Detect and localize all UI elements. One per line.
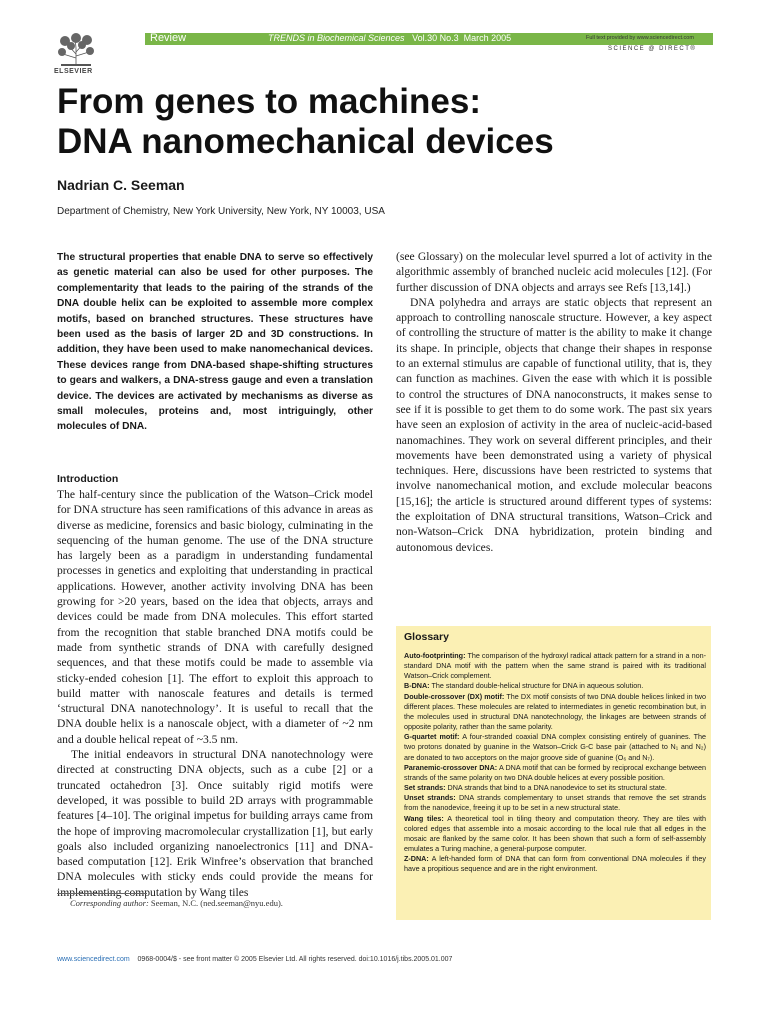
journal-citation bbox=[268, 32, 511, 45]
section-label: Review bbox=[150, 32, 187, 44]
right-column-body bbox=[396, 249, 712, 555]
section-heading-introduction: Introduction bbox=[57, 473, 119, 485]
page-footer bbox=[57, 956, 452, 963]
glossary-term: Auto-footprinting: bbox=[404, 651, 466, 660]
glossary-title: Glossary bbox=[404, 631, 449, 643]
glossary-entry bbox=[404, 732, 706, 762]
glossary-definition: A theoretical tool in tiling theory and computation theory. They are tiles with colored edges that assemble into a mosaic according to the local rule that all edges in the mosaic are flanked by the same color. It has been shown that such a form of self-assembly emulates a Turing machine, a general-purpose computer. bbox=[404, 813, 706, 853]
paragraph: The half-century since the publication of the Watson–Crick model for DNA structure has seen ramifications of this advance in areas as diverse as medicine, forensics and basic biology, culminating in the sequencing of the human genome. The use of the DNA structure has largely been as a paradigm in understanding fundamental processes in genetics and exploiting that understanding in practical applications. However, another activity involving DNA has been growing for >20 years, based on the idea that objects, arrays and devices could be made from DNA molecules. This effort started from the recognition that stable branched DNA motifs could be made from synthetic strands of DNA with carefully designed sequences, and that these motifs could be made to assemble via sticky-ended cohesion [1]. The effort to exploit this approach to build matter with nanoscale features and details is termed ‘structural DNA nanotechnology’. It is useful to recall that the DNA double helix is a nanoscale object, with a diameter of ~2 nm and a double helical repeat of ~3.5 nm. bbox=[57, 488, 373, 746]
glossary-definition: The DX motif consists of two DNA double helices linked in two different places. These molecules are related to intermediates in genetic recombination but, in the molecules used in structural DNA nanotechnology, the linkages are between strands of opposite polarity, rather than the same polarity. bbox=[404, 691, 706, 732]
fulltext-notice: Full text provided by www.sciencedirect.com bbox=[586, 35, 694, 41]
glossary-term: Unset strands: bbox=[404, 793, 456, 803]
glossary-box bbox=[396, 626, 711, 920]
glossary-entry bbox=[404, 651, 706, 681]
glossary-definition: DNA strands that bind to a DNA nanodevice to set its structural state. bbox=[447, 783, 667, 793]
corresponding-author-footnote bbox=[70, 898, 283, 908]
article-title bbox=[57, 82, 717, 162]
paragraph: The initial endeavors in structural DNA nanotechnology were directed at constructing DNA objects, such as a cube [2] or a truncated octahedron [3]. Once suitably rigid motifs were developed, it was possible to build 2D arrays with programmable features [4–10]. The original impetus for building arrays came from the hope of improving macromolecular crystallization [1], but early goals also included organizing nanoelectronics [11] and DNA-based computation [12]. Erik Winfree’s observation that branched DNA molecules with sticky ends could provide the means for implementing computation by Wang tiles bbox=[57, 748, 373, 899]
glossary-entry bbox=[404, 681, 706, 691]
glossary-entry bbox=[404, 783, 706, 793]
glossary-entry bbox=[404, 763, 706, 783]
glossary-term: Wang tiles: bbox=[404, 813, 444, 823]
title-line-1: From genes to machines: bbox=[57, 82, 481, 121]
glossary-definition: A DNA motif that can be formed by reciprocal exchange between strands of the same polarity on two DNA double helices at every possible position. bbox=[404, 762, 706, 782]
footnote-label: Corresponding author: bbox=[70, 898, 149, 908]
glossary-definition: A left-handed form of DNA that can form from conventional DNA molecules if they have a propitious sequence and are in the right environment. bbox=[404, 854, 706, 874]
sciencedirect-link[interactable]: www.sciencedirect.com bbox=[57, 956, 130, 963]
left-column-body bbox=[57, 487, 373, 900]
glossary-definition: DNA strands complementary to unset strands that remove the set strands from the nanodevice, freeing it up to be set in a new structural state. bbox=[404, 793, 706, 813]
glossary-definition: The comparison of the hydroxyl radical attack pattern for a strand in a non-standard DNA motif with the pattern when the same strand is paired with its traditional Watson–Crick complement. bbox=[404, 651, 706, 681]
glossary-list bbox=[404, 651, 706, 874]
glossary-definition: A four-stranded coaxial DNA complex consisting entirely of guanines. The two protons donated by guanine in the Watson–Crick G-C base pair (attached to N₁ and N₂) are donated to two acceptors on the major groove side of guanine (O₆ and N₇). bbox=[404, 732, 706, 762]
glossary-term: G-quartet motif: bbox=[404, 732, 460, 742]
journal-name: TRENDS in Biochemical Sciences bbox=[268, 33, 405, 43]
author-affiliation: Department of Chemistry, New York University, New York, NY 10003, USA bbox=[57, 206, 385, 217]
paragraph: (see Glossary) on the molecular level spurred a lot of activity in the algorithmic assembly of branched nucleic acid molecules [12]. (For further discussion of DNA objects and arrays see Refs [13,14].) bbox=[396, 250, 712, 294]
sciencedirect-logo: SCIENCE @ DIRECT® bbox=[608, 46, 697, 52]
title-line-2: DNA nanomechanical devices bbox=[57, 122, 554, 161]
glossary-entry bbox=[404, 814, 706, 855]
glossary-definition: The standard double-helical structure for DNA in aqueous solution. bbox=[431, 681, 644, 691]
glossary-entry bbox=[404, 793, 706, 813]
footnote-text: Seeman, N.C. (ned.seeman@nyu.edu). bbox=[150, 898, 283, 908]
glossary-entry bbox=[404, 854, 706, 874]
glossary-term: Paranemic-crossover DNA: bbox=[404, 762, 498, 772]
journal-date: March 2005 bbox=[463, 33, 512, 43]
footnote-divider bbox=[57, 893, 147, 894]
glossary-term: B-DNA: bbox=[404, 681, 430, 691]
glossary-entry bbox=[404, 692, 706, 733]
glossary-term: Set strands: bbox=[404, 783, 446, 793]
author-name: Nadrian C. Seeman bbox=[57, 177, 185, 193]
glossary-term: Z-DNA: bbox=[404, 854, 429, 864]
publisher-name: ELSEVIER bbox=[54, 68, 93, 75]
paragraph: DNA polyhedra and arrays are static objects that represent an approach to controlling nanoscale structure. However, a key aspect of controlling the structure of matter is the ability to make it change its shape. In principle, objects that change their shapes in response to an external stimulus are capable of functional utility, that is, they can function as machines. Given the ease with which it is possible to control the structures of DNA nanoconstructs, it makes sense to see if it is possible to get them to do some work. The past six years have seen an explosion of activity in the area of nucleic-acid-based nanomachines. They work on several different principles, and their movements have been demonstrated using a variety of physical techniques. Here, discussions have been restricted to systems that involve nanomechanical motion, and exclude molecular beacons [15,16]; the article is structured around different types of systems: the exploitation of DNA structural transitions, Watson–Crick and non-Watson–Crick DNA hybridization, protein binding and autonomous devices. bbox=[396, 295, 712, 554]
abstract: The structural properties that enable DNA to serve so effectively as genetic material can also be used for other purposes. The complementarity that leads to the pairing of the strands of the DNA double helix can be exploited to assemble more complex motifs, based on branched structures. These structures have been used as the basis of larger 2D and 3D constructions. In addition, they have been used to make nanomechanical devices. These devices range from DNA-based shape-shifting structures to gears and walkers, a DNA-stress gauge and even a translation device. The devices are activated by mechanisms as diverse as small molecules, proteins and, most intriguingly, other molecules of DNA. bbox=[57, 252, 373, 433]
footer-info: 0968-0004/$ - see front matter © 2005 Elsevier Ltd. All rights reserved. doi:10.1016/j.tibs.2005.01.007 bbox=[137, 956, 453, 963]
journal-volume: Vol.30 No.3 bbox=[412, 33, 459, 43]
glossary-term: Double-crossover (DX) motif: bbox=[404, 691, 505, 701]
